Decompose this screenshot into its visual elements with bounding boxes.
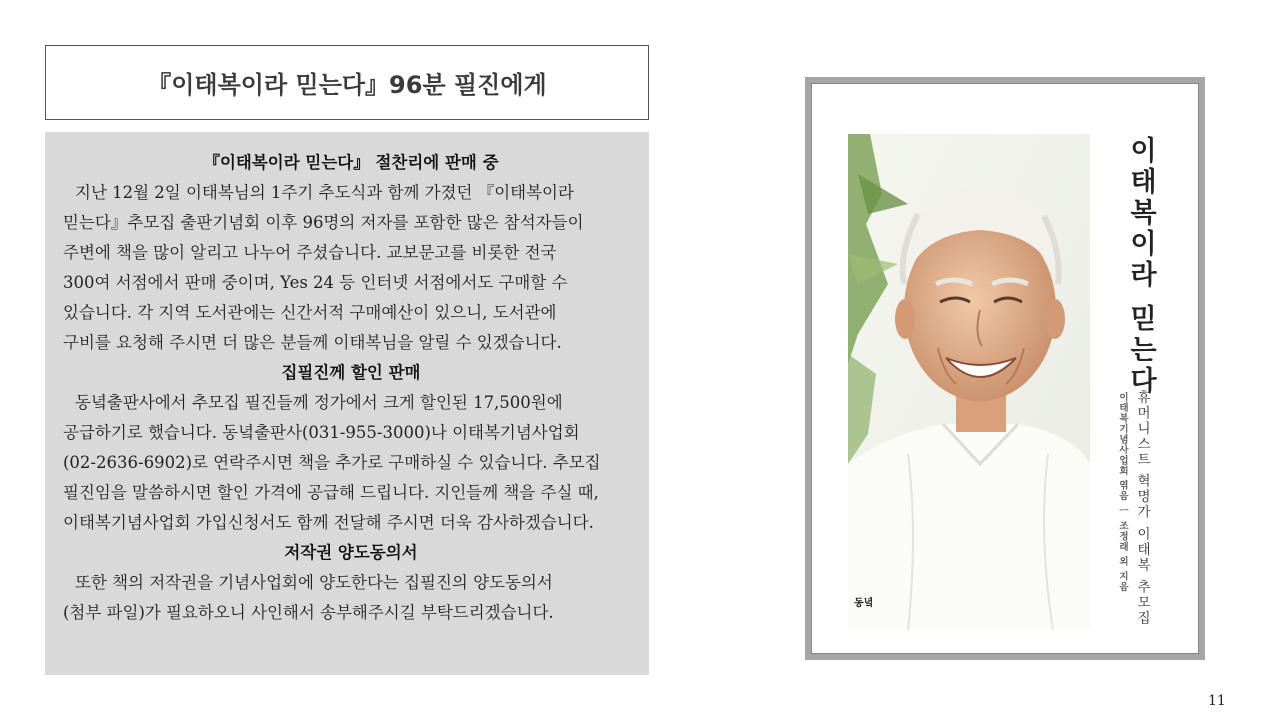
section-heading: 『이태복이라 믿는다』 절찬리에 판매 중 (203, 153, 499, 172)
paragraph-line: 믿는다』추모집 출판기념회 이후 96명의 저자를 포함한 많은 참석자들이 (63, 213, 584, 232)
section-discount (63, 358, 639, 538)
section-copyright (63, 538, 639, 628)
section-sales (63, 148, 639, 358)
slide-title: 『이태복이라 믿는다』96분 필진에게 (147, 71, 547, 99)
paragraph-line: 있습니다. 각 지역 도서관에는 신간서적 구매예산이 있으니, 도서관에 (63, 303, 557, 322)
paragraph-line: 300여 서점에서 판매 중이며, Yes 24 등 인터넷 서점에서도 구매할 수 (63, 273, 568, 292)
book-cover-frame (805, 77, 1205, 660)
book-authors: 이태복기념사업회 엮음 ㅡ 조정래 외 지음 (1117, 392, 1128, 593)
paragraph-line: 지난 12월 2일 이태복님의 1주기 추도식과 함께 가졌던 『이태복이라 (75, 183, 574, 202)
content-panel (45, 132, 649, 675)
section-heading: 저작권 양도동의서 (284, 543, 418, 562)
paragraph-line: 구비를 요청해 주시면 더 많은 분들께 이태복님을 알릴 수 있겠습니다. (63, 333, 562, 352)
paragraph-line: (02-2636-6902)로 연락주시면 책을 추가로 구매하실 수 있습니다. 추모집 (63, 453, 601, 472)
page-number: 11 (1208, 693, 1226, 709)
paragraph-line: 이태복기념사업회 가입신청서도 함께 전달해 주시면 더욱 감사하겠습니다. (63, 513, 594, 532)
section-heading: 집필진께 할인 판매 (281, 363, 421, 382)
paragraph-line: 필진임을 말씀하시면 할인 가격에 공급해 드립니다. 지인들께 책을 주실 때, (63, 483, 599, 502)
book-cover (811, 83, 1199, 654)
paragraph-line: 또한 책의 저작권을 기념사업회에 양도한다는 집필진의 양도동의서 (75, 573, 553, 592)
author-portrait-image (848, 134, 1090, 630)
book-subtitle: 휴머니스트 혁명가 이태복 추모집 (1134, 390, 1150, 626)
paragraph-line: 공급하기로 했습니다. 동녘출판사(031-955-3000)나 이태복기념사업회 (63, 423, 580, 442)
slide-title-box (45, 45, 649, 120)
paragraph-line: (첨부 파일)가 필요하오니 사인해서 송부해주시길 부탁드리겠습니다. (63, 603, 554, 622)
paragraph-line: 주변에 책을 많이 알리고 나누어 주셨습니다. 교보문고를 비롯한 전국 (63, 243, 557, 262)
paragraph-line: 동녘출판사에서 추모집 필진들께 정가에서 크게 할인된 17,500원에 (75, 393, 563, 412)
book-title: 이태복이라 믿는다 (1125, 136, 1156, 398)
publisher-logo: 동녘 (854, 598, 874, 609)
